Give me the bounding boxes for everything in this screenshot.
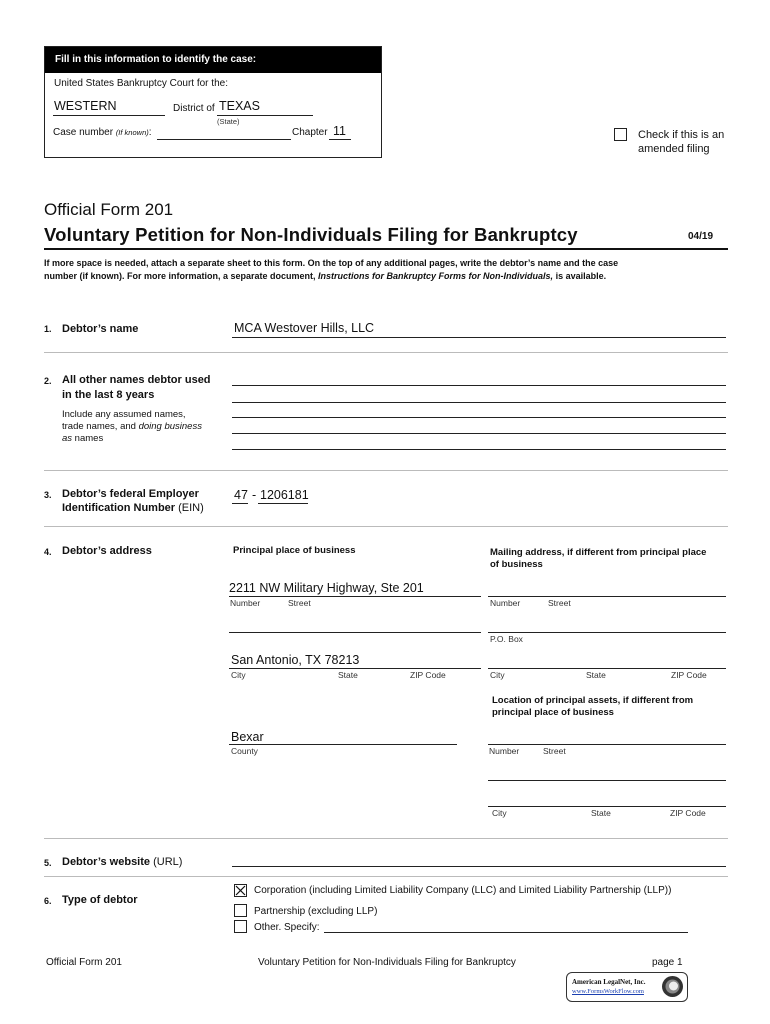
chapter-label: Chapter — [292, 127, 328, 138]
q4-number: 4. — [44, 547, 52, 557]
q3-title-line-1: Debtor’s federal Employer — [62, 488, 199, 500]
principal-zip-caption: ZIP Code — [410, 670, 446, 680]
form-name: Official Form 201 — [44, 200, 174, 219]
mailing-city-field[interactable] — [488, 668, 726, 669]
amended-line-1: Check if this is an — [638, 129, 725, 141]
state-value[interactable]: TEXAS — [219, 99, 260, 113]
separator-2 — [44, 470, 728, 471]
other-specify-field[interactable] — [324, 932, 688, 933]
corporation-option-label: Corporation (including Limited Liability Company (LLC) and Limited Liability Partnership (LLP)) — [254, 885, 672, 896]
mailing-heading-line-1: Mailing address, if different from principal place — [490, 547, 707, 558]
intro-line-2: number (if known). For more information, a separate document, Instructions for Bankruptcy Forms for Non-Individuals, is available. — [44, 271, 607, 281]
q1-title: Debtor’s name — [62, 323, 139, 335]
q2-title-line-1: All other names debtor used — [62, 374, 211, 386]
mailing-street-field[interactable] — [488, 596, 726, 597]
debtor-name-value[interactable]: MCA Westover Hills, LLC — [234, 321, 375, 335]
separator-5 — [44, 876, 728, 877]
mailing-heading — [490, 547, 706, 571]
chapter-value[interactable]: 11 — [333, 124, 346, 138]
checkbox-x-icon — [235, 885, 246, 896]
publisher-badge — [566, 972, 688, 1002]
other-name-field-1[interactable] — [232, 385, 726, 386]
q2-title-line-2: in the last 8 years — [62, 389, 155, 401]
chapter-underline — [329, 139, 351, 140]
case-number-label — [53, 127, 152, 138]
location-street-caption: Street — [543, 746, 566, 756]
q2-hint-line-1: Include any assumed names, — [62, 409, 186, 420]
q2-title — [62, 373, 211, 403]
q5-number: 5. — [44, 858, 52, 868]
principal-city-caption: City — [231, 670, 246, 680]
principal-street-caption: Street — [288, 598, 311, 608]
state-underline — [217, 115, 313, 116]
county-field — [229, 744, 457, 745]
state-caption: (State) — [217, 117, 240, 126]
q6-number: 6. — [44, 896, 52, 906]
q3-title — [62, 487, 204, 515]
location-state-caption: State — [591, 808, 611, 818]
principal-number-caption: Number — [230, 598, 261, 608]
q2-number: 2. — [44, 376, 52, 386]
other-name-field-2[interactable] — [232, 402, 726, 403]
footer-page: page 1 — [652, 957, 683, 968]
intro-line-1: If more space is needed, attach a separate sheet to this form. On the top of any additional pages, write the debtor’s name and the case — [44, 258, 619, 268]
amended-filing-label — [638, 128, 724, 156]
court-label: United States Bankruptcy Court for the: — [54, 78, 228, 89]
q1-number: 1. — [44, 324, 52, 334]
partnership-option-label: Partnership (excluding LLP) — [254, 906, 378, 917]
q2-hint-line-2: trade names, and doing business — [62, 421, 202, 432]
publisher-name: American LegalNet, Inc. — [572, 978, 646, 986]
district-underline — [53, 115, 165, 116]
form-version: 04/19 — [688, 231, 714, 242]
principal-street-field — [229, 596, 481, 597]
case-box-header: Fill in this information to identify the case: — [45, 47, 381, 73]
location-heading-line-2: principal place of business — [492, 707, 614, 718]
footer-form-name: Official Form 201 — [46, 957, 122, 968]
case-number-colon: : — [148, 127, 152, 138]
mailing-zip-caption: ZIP Code — [671, 670, 707, 680]
case-number-hint: (If known) — [115, 128, 149, 137]
principal-city-field — [229, 668, 481, 669]
ein-prefix[interactable]: 47 — [234, 488, 248, 502]
debtor-name-field — [232, 337, 726, 338]
location-number-caption: Number — [489, 746, 520, 756]
mailing-street-caption: Street — [548, 598, 571, 608]
intro-text — [44, 257, 734, 283]
location-street-field[interactable] — [488, 744, 726, 745]
q4-title: Debtor’s address — [62, 545, 152, 557]
website-field[interactable] — [232, 866, 726, 867]
other-name-field-3[interactable] — [232, 417, 726, 418]
district-value[interactable]: WESTERN — [54, 99, 117, 113]
ein-suffix-underline — [258, 503, 308, 504]
title-rule — [44, 248, 728, 250]
district-of-label: District of — [173, 103, 215, 114]
case-number-field[interactable] — [157, 139, 291, 140]
ein-dash: - — [252, 488, 257, 502]
location-line-2-field[interactable] — [488, 780, 726, 781]
partnership-checkbox[interactable] — [234, 904, 247, 917]
other-name-field-4[interactable] — [232, 433, 726, 434]
county-caption: County — [231, 746, 258, 756]
principal-city-state-zip-value[interactable]: San Antonio, TX 78213 — [231, 653, 360, 667]
publisher-url: www.FormsWorkFlow.com — [572, 988, 644, 995]
form-title: Voluntary Petition for Non-Individuals Filing for Bankruptcy — [44, 224, 578, 245]
amended-line-2: amended filing — [638, 143, 710, 155]
footer-title: Voluntary Petition for Non-Individuals Filing for Bankruptcy — [258, 957, 516, 968]
amended-filing-checkbox[interactable] — [614, 128, 627, 141]
other-option-label: Other. Specify: — [254, 922, 320, 933]
ein-suffix[interactable]: 1206181 — [260, 488, 309, 502]
mailing-heading-line-2: of business — [490, 559, 543, 570]
ein-prefix-underline — [232, 503, 248, 504]
separator-3 — [44, 526, 728, 527]
county-value[interactable]: Bexar — [231, 730, 264, 744]
location-city-caption: City — [492, 808, 507, 818]
location-city-field[interactable] — [488, 806, 726, 807]
mailing-state-caption: State — [586, 670, 606, 680]
case-info-box — [44, 46, 382, 158]
separator-4 — [44, 838, 728, 839]
location-heading — [492, 695, 693, 719]
principal-state-caption: State — [338, 670, 358, 680]
principal-street-value[interactable]: 2211 NW Military Highway, Ste 201 — [229, 581, 424, 595]
principal-heading: Principal place of business — [233, 545, 356, 556]
corporation-checkbox[interactable] — [234, 884, 247, 897]
location-zip-caption: ZIP Code — [670, 808, 706, 818]
q6-title: Type of debtor — [62, 894, 138, 906]
location-heading-line-1: Location of principal assets, if different from — [492, 695, 694, 706]
q5-title: Debtor’s website (URL) — [62, 856, 183, 868]
separator-1 — [44, 352, 728, 353]
q3-title-line-2: Identification Number (EIN) — [62, 502, 204, 514]
case-number-label-text: Case number — [53, 127, 114, 138]
other-checkbox[interactable] — [234, 920, 247, 933]
mailing-po-box-field[interactable] — [488, 632, 726, 633]
globe-logo-icon — [661, 975, 684, 998]
mailing-number-caption: Number — [490, 598, 521, 608]
q2-hint-line-3: as names — [62, 433, 104, 444]
other-name-field-5[interactable] — [232, 449, 726, 450]
principal-line-2-field[interactable] — [229, 632, 481, 633]
q3-number: 3. — [44, 490, 52, 500]
mailing-city-caption: City — [490, 670, 505, 680]
q2-hint — [62, 409, 202, 445]
mailing-po-box-caption: P.O. Box — [490, 634, 523, 644]
